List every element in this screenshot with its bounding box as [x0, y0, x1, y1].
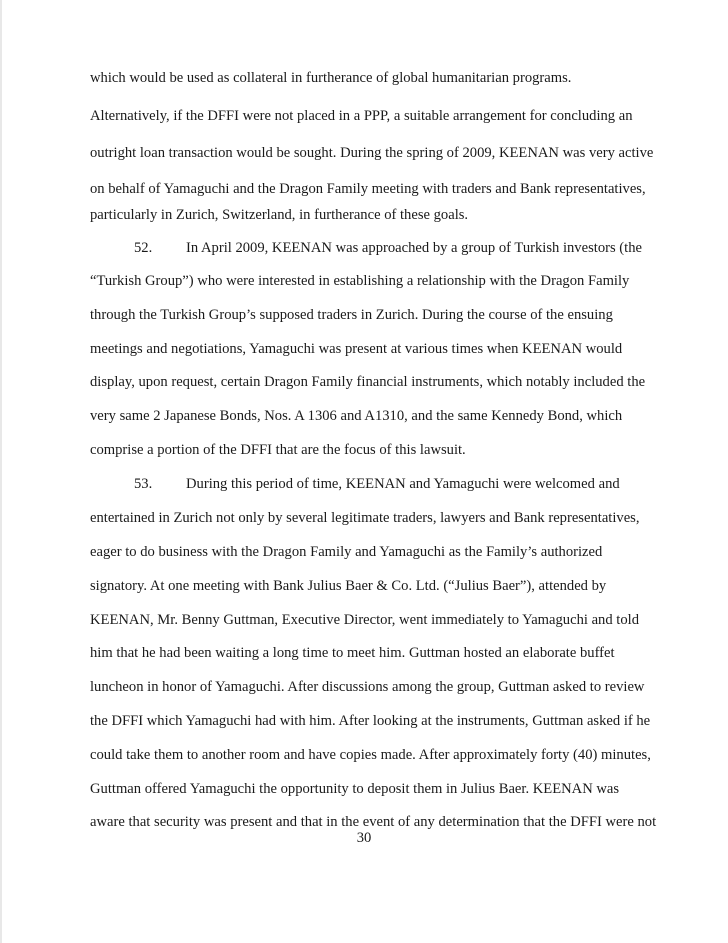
text-line: which would be used as collateral in furtherance of global humanitarian programs.	[90, 70, 572, 86]
text-line: the DFFI which Yamaguchi had with him. After looking at the instruments, Guttman asked if he	[90, 713, 651, 729]
page-number: 30	[356, 830, 372, 846]
paragraph-52-first-line	[134, 239, 642, 257]
text-line: eager to do business with the Dragon Family and Yamaguchi as the Family’s authorized	[90, 544, 603, 560]
text-line: through the Turkish Group’s supposed traders in Zurich. During the course of the ensuing	[90, 307, 613, 323]
text-line: display, upon request, certain Dragon Family financial instruments, which notably included the	[90, 374, 646, 390]
text-line: outright loan transaction would be sought. During the spring of 2009, KEENAN was very active	[90, 145, 654, 161]
paragraph-53-first-line	[134, 475, 620, 493]
text-line: meetings and negotiations, Yamaguchi was present at various times when KEENAN would	[90, 341, 623, 357]
text-line: comprise a portion of the DFFI that are the focus of this lawsuit.	[90, 442, 466, 458]
text-line: could take them to another room and have copies made. After approximately forty (40) minutes,	[90, 747, 651, 763]
text-line: him that he had been waiting a long time to meet him. Guttman hosted an elaborate buffet	[90, 645, 615, 661]
text-line: Guttman offered Yamaguchi the opportunity to deposit them in Julius Baer. KEENAN was	[90, 781, 620, 797]
text-line: Alternatively, if the DFFI were not placed in a PPP, a suitable arrangement for concluding an	[90, 108, 633, 124]
text-line: entertained in Zurich not only by several legitimate traders, lawyers and Bank representatives,	[90, 510, 640, 526]
text-line: “Turkish Group”) who were interested in establishing a relationship with the Dragon Family	[90, 273, 630, 289]
page-edge	[0, 0, 2, 943]
paragraph-number: 53.	[134, 476, 153, 492]
text-line: KEENAN, Mr. Benny Guttman, Executive Director, went immediately to Yamaguchi and told	[90, 612, 640, 628]
text-line: In April 2009, KEENAN was approached by a group of Turkish investors (the	[186, 240, 642, 256]
paragraph-number: 52.	[134, 240, 153, 256]
text-line: particularly in Zurich, Switzerland, in furtherance of these goals.	[90, 207, 469, 223]
text-line: signatory. At one meeting with Bank Julius Baer & Co. Ltd. (“Julius Baer”), attended by	[90, 578, 607, 594]
text-line: aware that security was present and that in the event of any determination that the DFFI were not	[90, 814, 657, 830]
text-line: very same 2 Japanese Bonds, Nos. A 1306 and A1310, and the same Kennedy Bond, which	[90, 408, 623, 424]
text-line: During this period of time, KEENAN and Yamaguchi were welcomed and	[186, 476, 620, 492]
text-line: on behalf of Yamaguchi and the Dragon Family meeting with traders and Bank representatives,	[90, 181, 646, 197]
text-line: luncheon in honor of Yamaguchi. After discussions among the group, Guttman asked to review	[90, 679, 645, 695]
